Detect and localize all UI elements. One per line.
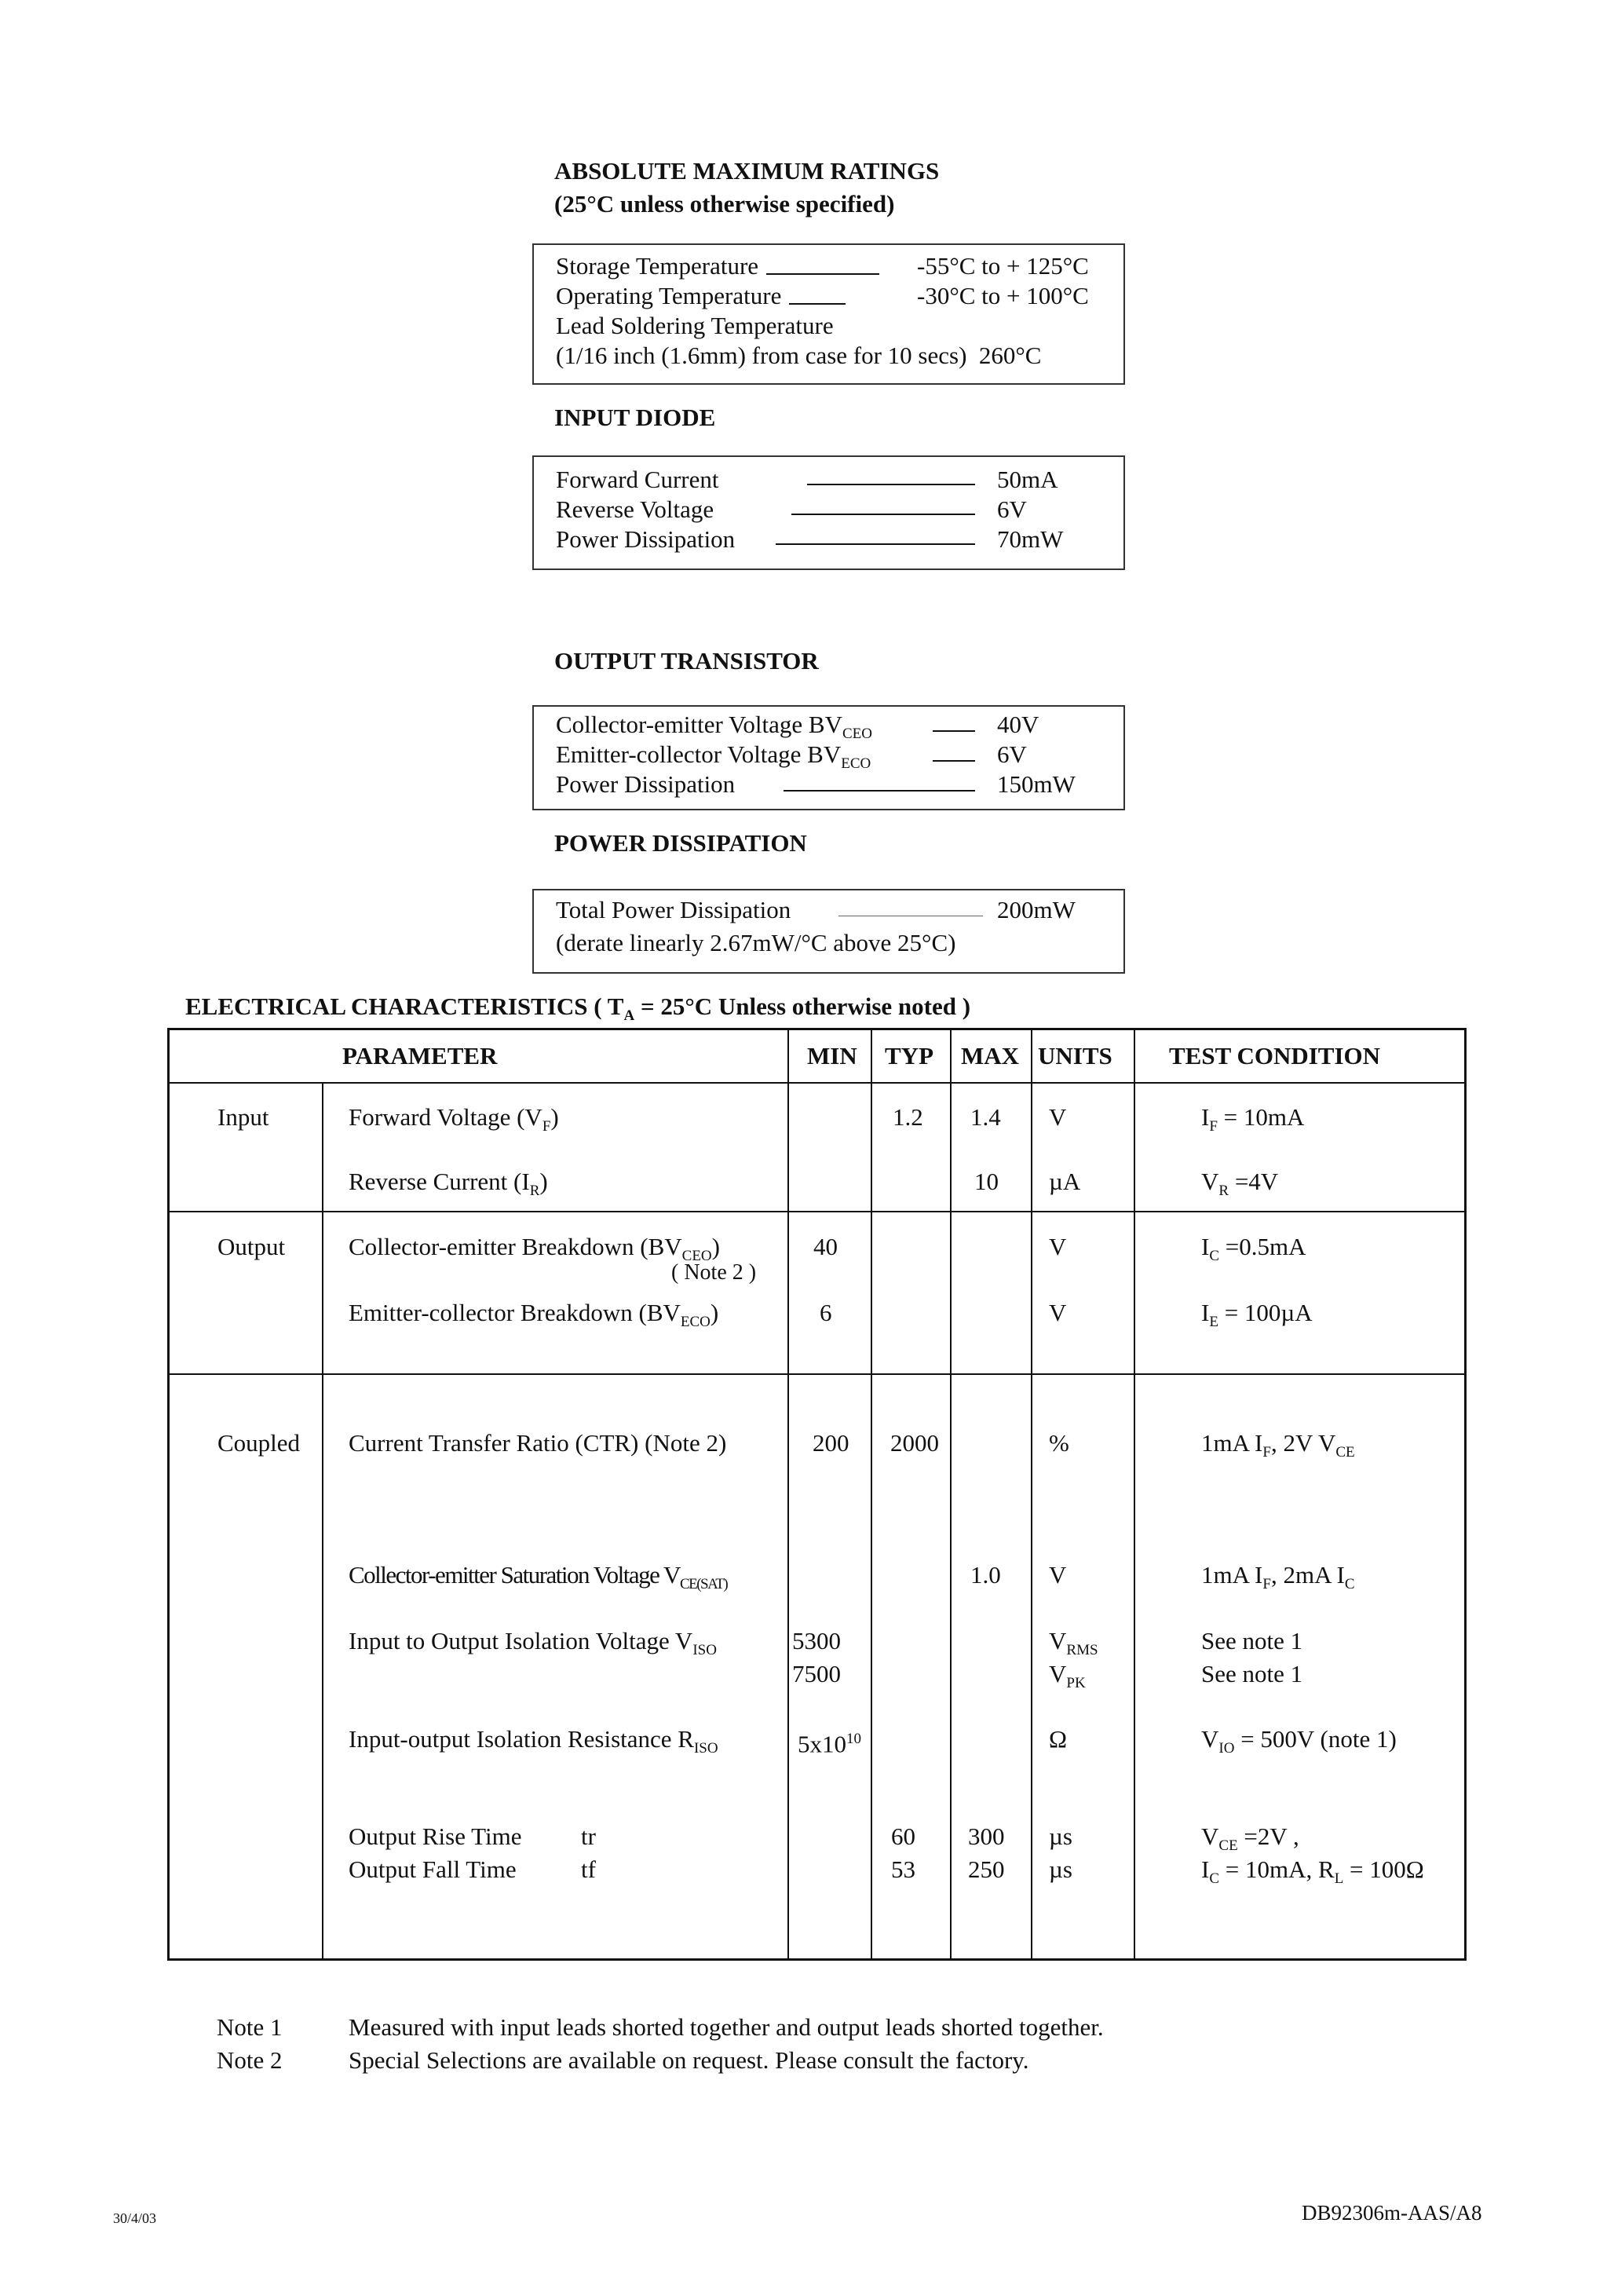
row-divider: [170, 1082, 1464, 1084]
spec-label: Reverse Voltage: [556, 495, 714, 523]
test-condition: $I_F = 10mA$: [1201, 1103, 1305, 1135]
col-divider: [322, 1082, 323, 1958]
units-value: $V_{RMS}$: [1049, 1627, 1098, 1659]
amr-row: Lead Soldering Temperature: [556, 312, 834, 339]
spec-value: 50mA: [997, 466, 1058, 493]
spec-value: 40V: [997, 711, 1039, 738]
param-symbol: tr: [581, 1823, 596, 1850]
test-condition: $I_C =0.5mA$: [1201, 1233, 1306, 1265]
units-value: µs: [1049, 1823, 1072, 1850]
note-text: Special Selections are available on request. Please consult the factory.: [349, 2046, 1029, 2074]
units-value: $V_{PK}$: [1049, 1660, 1086, 1692]
col-divider: [787, 1030, 789, 1958]
test-condition: See note 1: [1201, 1660, 1303, 1687]
spec-label: Total Power Dissipation: [556, 896, 791, 923]
units-value: %: [1049, 1429, 1069, 1457]
amr-title: ABSOLUTE MAXIMUM RATINGS: [554, 157, 940, 185]
header-max: MAX: [961, 1042, 1020, 1069]
electrical-characteristics-table: [167, 1028, 1467, 1961]
test-condition: $V_{CE} =2V$ ,: [1201, 1823, 1299, 1855]
amr-row: (1/16 inch (1.6mm) from case for 10 secs) 260°C: [556, 342, 1042, 369]
units-value: V: [1049, 1233, 1067, 1260]
leader-line: [933, 730, 975, 732]
footer-doc-id: DB92306m-AAS/A8: [1302, 2201, 1482, 2225]
col-divider: [1031, 1030, 1032, 1958]
min-value: 40: [813, 1233, 838, 1260]
test-condition: $I_C = 10mA$, $R_L = 100\Omega$: [1201, 1855, 1424, 1888]
footer-date: 30/4/03: [113, 2210, 157, 2226]
units-value: µs: [1049, 1855, 1072, 1883]
test-condition: $V_{IO} = 500V$ (note 1): [1201, 1725, 1397, 1757]
test-condition: $V_R =4V$: [1201, 1168, 1279, 1200]
typ-value: 53: [891, 1855, 915, 1883]
min-value: $5x10^{10}$: [798, 1730, 861, 1758]
note-text: Measured with input leads shorted together and output leads shorted together.: [349, 2013, 1104, 2041]
param-isolation-resistance: Input-output Isolation Resistance $R_{ISO}$: [349, 1725, 718, 1757]
header-min: MIN: [807, 1042, 857, 1069]
col-divider: [950, 1030, 952, 1958]
param-forward-voltage: Forward Voltage $(V_F)$: [349, 1103, 559, 1135]
spec-value: 6V: [997, 740, 1027, 768]
param-reverse-current: Reverse Current $(I_R)$: [349, 1168, 548, 1200]
col-divider: [871, 1030, 872, 1958]
row-divider: [170, 1211, 1464, 1212]
leader-line: [776, 543, 975, 545]
header-units: UNITS: [1038, 1042, 1112, 1069]
max-value: 300: [968, 1823, 1005, 1850]
note-label: Note 1: [217, 2013, 283, 2041]
test-condition: 1mA $I_F$, 2V $V_{CE}$: [1201, 1429, 1355, 1461]
spec-value: 200mW: [997, 896, 1076, 923]
leader-line: [784, 790, 975, 792]
amr-subtitle: (25°C unless otherwise specified): [554, 190, 895, 218]
param-emitter-collector-breakdown: Emitter-collector Breakdown $(BV_{ECO})$: [349, 1299, 719, 1331]
units-value: V: [1049, 1103, 1067, 1131]
min-value: 7500: [792, 1660, 841, 1687]
leader-line: [933, 760, 975, 762]
max-value: 1.0: [970, 1561, 1001, 1589]
param-rise-time: Output Rise Time: [349, 1823, 522, 1850]
max-value: 1.4: [970, 1103, 1001, 1131]
units-value: Ω: [1049, 1725, 1068, 1753]
note-label: Note 2: [217, 2046, 283, 2074]
param-fall-time: Output Fall Time: [349, 1855, 517, 1883]
header-parameter: PARAMETER: [342, 1042, 498, 1069]
min-value: 6: [820, 1299, 832, 1326]
leader-line: [791, 514, 975, 515]
group-input: Input: [217, 1103, 269, 1131]
col-divider: [1134, 1030, 1135, 1958]
spec-value: 150mW: [997, 770, 1076, 798]
output-transistor-box: [532, 705, 1125, 810]
group-output: Output: [217, 1233, 286, 1260]
test-condition: $I_E = 100\mu A$: [1201, 1299, 1313, 1331]
param-isolation-voltage: Input to Output Isolation Voltage $V_{ISO}$: [349, 1627, 717, 1659]
amr-row: Operating Temperature: [556, 281, 853, 311]
elec-title: ELECTRICAL CHARACTERISTICS ( $T_A = 25^\circ C$ Unless otherwise noted ): [185, 993, 971, 1025]
power-dissipation-title: POWER DISSIPATION: [554, 829, 807, 857]
min-value: 200: [813, 1429, 849, 1457]
spec-label: Power Dissipation: [556, 770, 736, 798]
typ-value: 2000: [890, 1429, 939, 1457]
amr-value: -55°C to + 125°C: [917, 252, 1089, 280]
leader-line: [807, 484, 975, 485]
spec-label: Power Dissipation: [556, 525, 736, 553]
group-coupled: Coupled: [217, 1429, 301, 1457]
header-typ: TYP: [885, 1042, 933, 1069]
input-diode-title: INPUT DIODE: [554, 404, 716, 431]
output-transistor-title: OUTPUT TRANSISTOR: [554, 647, 819, 675]
typ-value: 1.2: [893, 1103, 923, 1131]
spec-value: 6V: [997, 495, 1027, 523]
test-condition: 1mA $I_F$, 2mA $I_C$: [1201, 1561, 1355, 1593]
param-symbol: tf: [581, 1855, 596, 1883]
param-collector-emitter-breakdown: Collector-emitter Breakdown $(BV_{CEO})$: [349, 1233, 720, 1265]
typ-value: 60: [891, 1823, 915, 1850]
power-dissipation-box: [532, 889, 1125, 974]
spec-label: (derate linearly 2.67mW/°C above 25°C): [556, 929, 956, 956]
param-current-transfer-ratio: Current Transfer Ratio (CTR) (Note 2): [349, 1429, 727, 1457]
max-value: 250: [968, 1855, 1005, 1883]
units-value: µA: [1049, 1168, 1081, 1195]
min-value: 5300: [792, 1627, 841, 1654]
note-ref: ( Note 2 ): [671, 1260, 757, 1285]
spec-label: Emitter-collector Voltage $BV_{ECO}$: [556, 740, 871, 773]
header-test-condition: TEST CONDITION: [1169, 1042, 1381, 1069]
spec-value: 70mW: [997, 525, 1064, 553]
row-divider: [170, 1373, 1464, 1375]
amr-value: -30°C to + 100°C: [917, 282, 1089, 309]
test-condition: See note 1: [1201, 1627, 1303, 1654]
max-value: 10: [974, 1168, 999, 1195]
units-value: V: [1049, 1561, 1067, 1589]
param-saturation-voltage: Collector-emitter Saturation Voltage $V_{CE(SAT)}$: [349, 1561, 728, 1593]
spec-label: Forward Current: [556, 466, 719, 493]
spec-label: Collector-emitter Voltage $BV_{CEO}$: [556, 711, 872, 743]
amr-row: Storage Temperature: [556, 251, 887, 281]
units-value: V: [1049, 1299, 1067, 1326]
input-diode-box: [532, 455, 1125, 570]
amr-box: [532, 243, 1125, 385]
